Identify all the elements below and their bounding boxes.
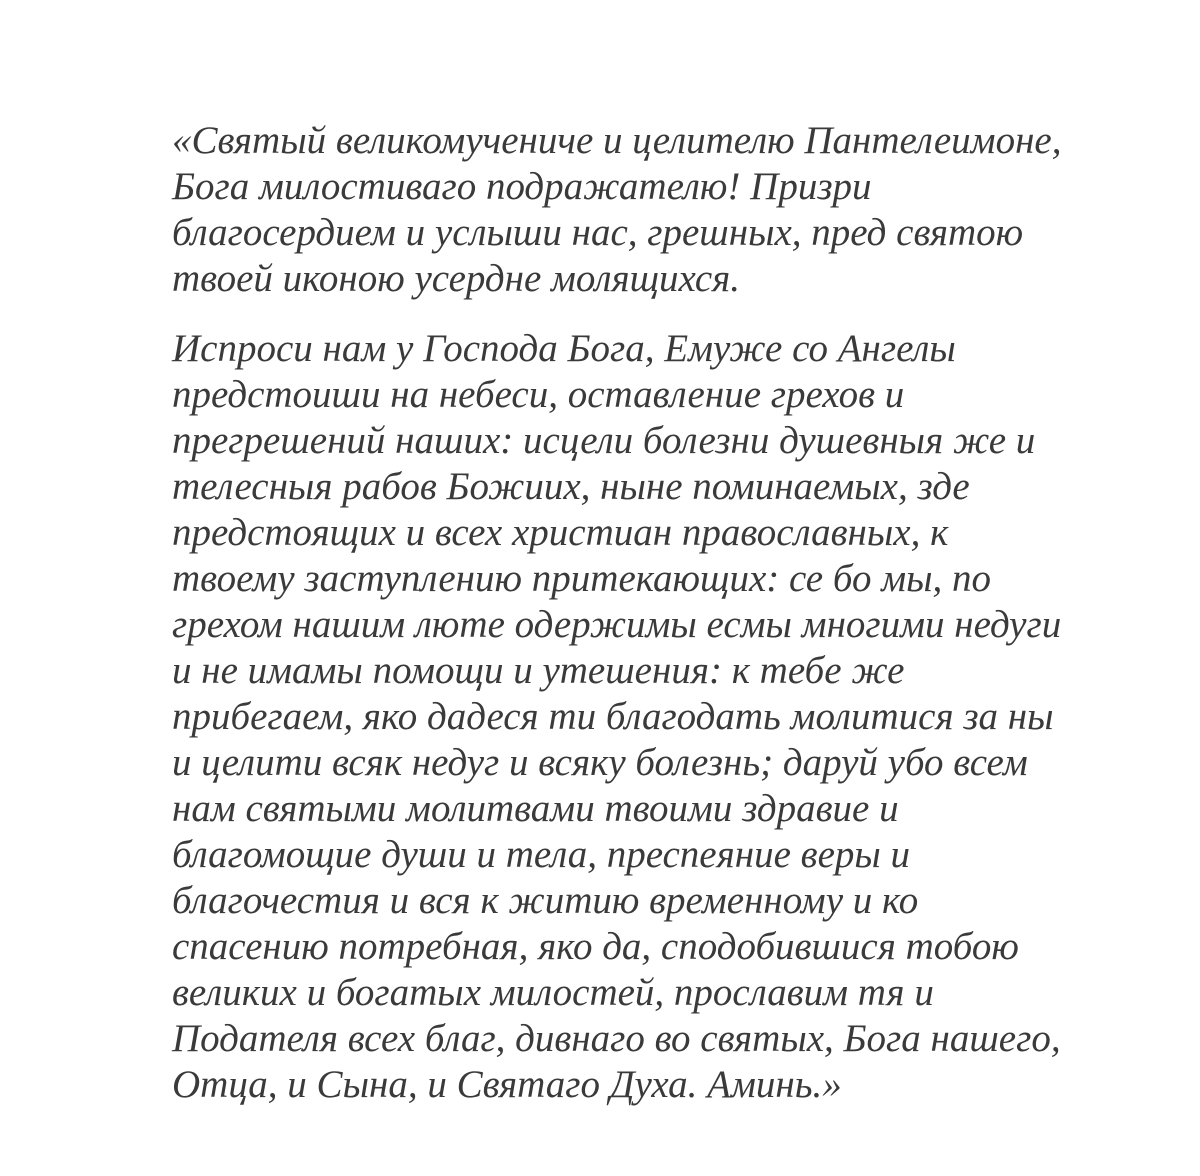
- text-line: Подателя всех благ, дивнаго во святых, Бога нашего,: [172, 1017, 1061, 1060]
- text-line: телесныя рабов Божиих, ныне поминаемых, зде: [172, 465, 970, 508]
- text-line: Бога милостиваго подражателю! Призри: [172, 165, 872, 208]
- text-line: предстоиши на небеси, оставление грехов и: [172, 373, 905, 416]
- text-line: прегрешений наших: исцели болезни душевныя же и: [172, 419, 1036, 462]
- text-line: и не имамы помощи и утешения: к тебе же: [172, 649, 905, 692]
- prayer-paragraph-1: [172, 118, 1132, 302]
- text-line: благосердием и услыши нас, грешных, пред святою: [172, 211, 1024, 254]
- prayer-text: [172, 118, 1132, 1108]
- text-line: и целити всяк недуг и всяку болезнь; даруй убо всем: [172, 741, 1028, 784]
- prayer-paragraph-2: [172, 326, 1132, 1108]
- text-line: Отца, и Сына, и Святаго Духа. Аминь.»: [172, 1063, 842, 1106]
- text-line: благочестия и вся к житию временному и ко: [172, 879, 919, 922]
- text-line: «Святый великомучениче и целителю Пантелеимоне,: [172, 119, 1062, 162]
- text-line: благомощие души и тела, преспеяние веры и: [172, 833, 911, 876]
- text-line: твоей иконою усердне молящихся.: [172, 257, 741, 300]
- text-line: спасению потребная, яко да, сподобившися тобою: [172, 925, 1019, 968]
- text-line: грехом нашим люте одержимы есмы многими недуги: [172, 603, 1062, 646]
- text-line: твоему заступлению притекающих: се бо мы, по: [172, 557, 992, 600]
- text-line: предстоящих и всех христиан православных, к: [172, 511, 949, 554]
- text-line: нам святыми молитвами твоими здравие и: [172, 787, 899, 830]
- text-line: прибегаем, яко дадеся ти благодать молитися за ны: [172, 695, 1054, 738]
- text-line: Испроси нам у Господа Бога, Емуже со Ангелы: [172, 327, 956, 370]
- text-line: великих и богатых милостей, прославим тя и: [172, 971, 934, 1014]
